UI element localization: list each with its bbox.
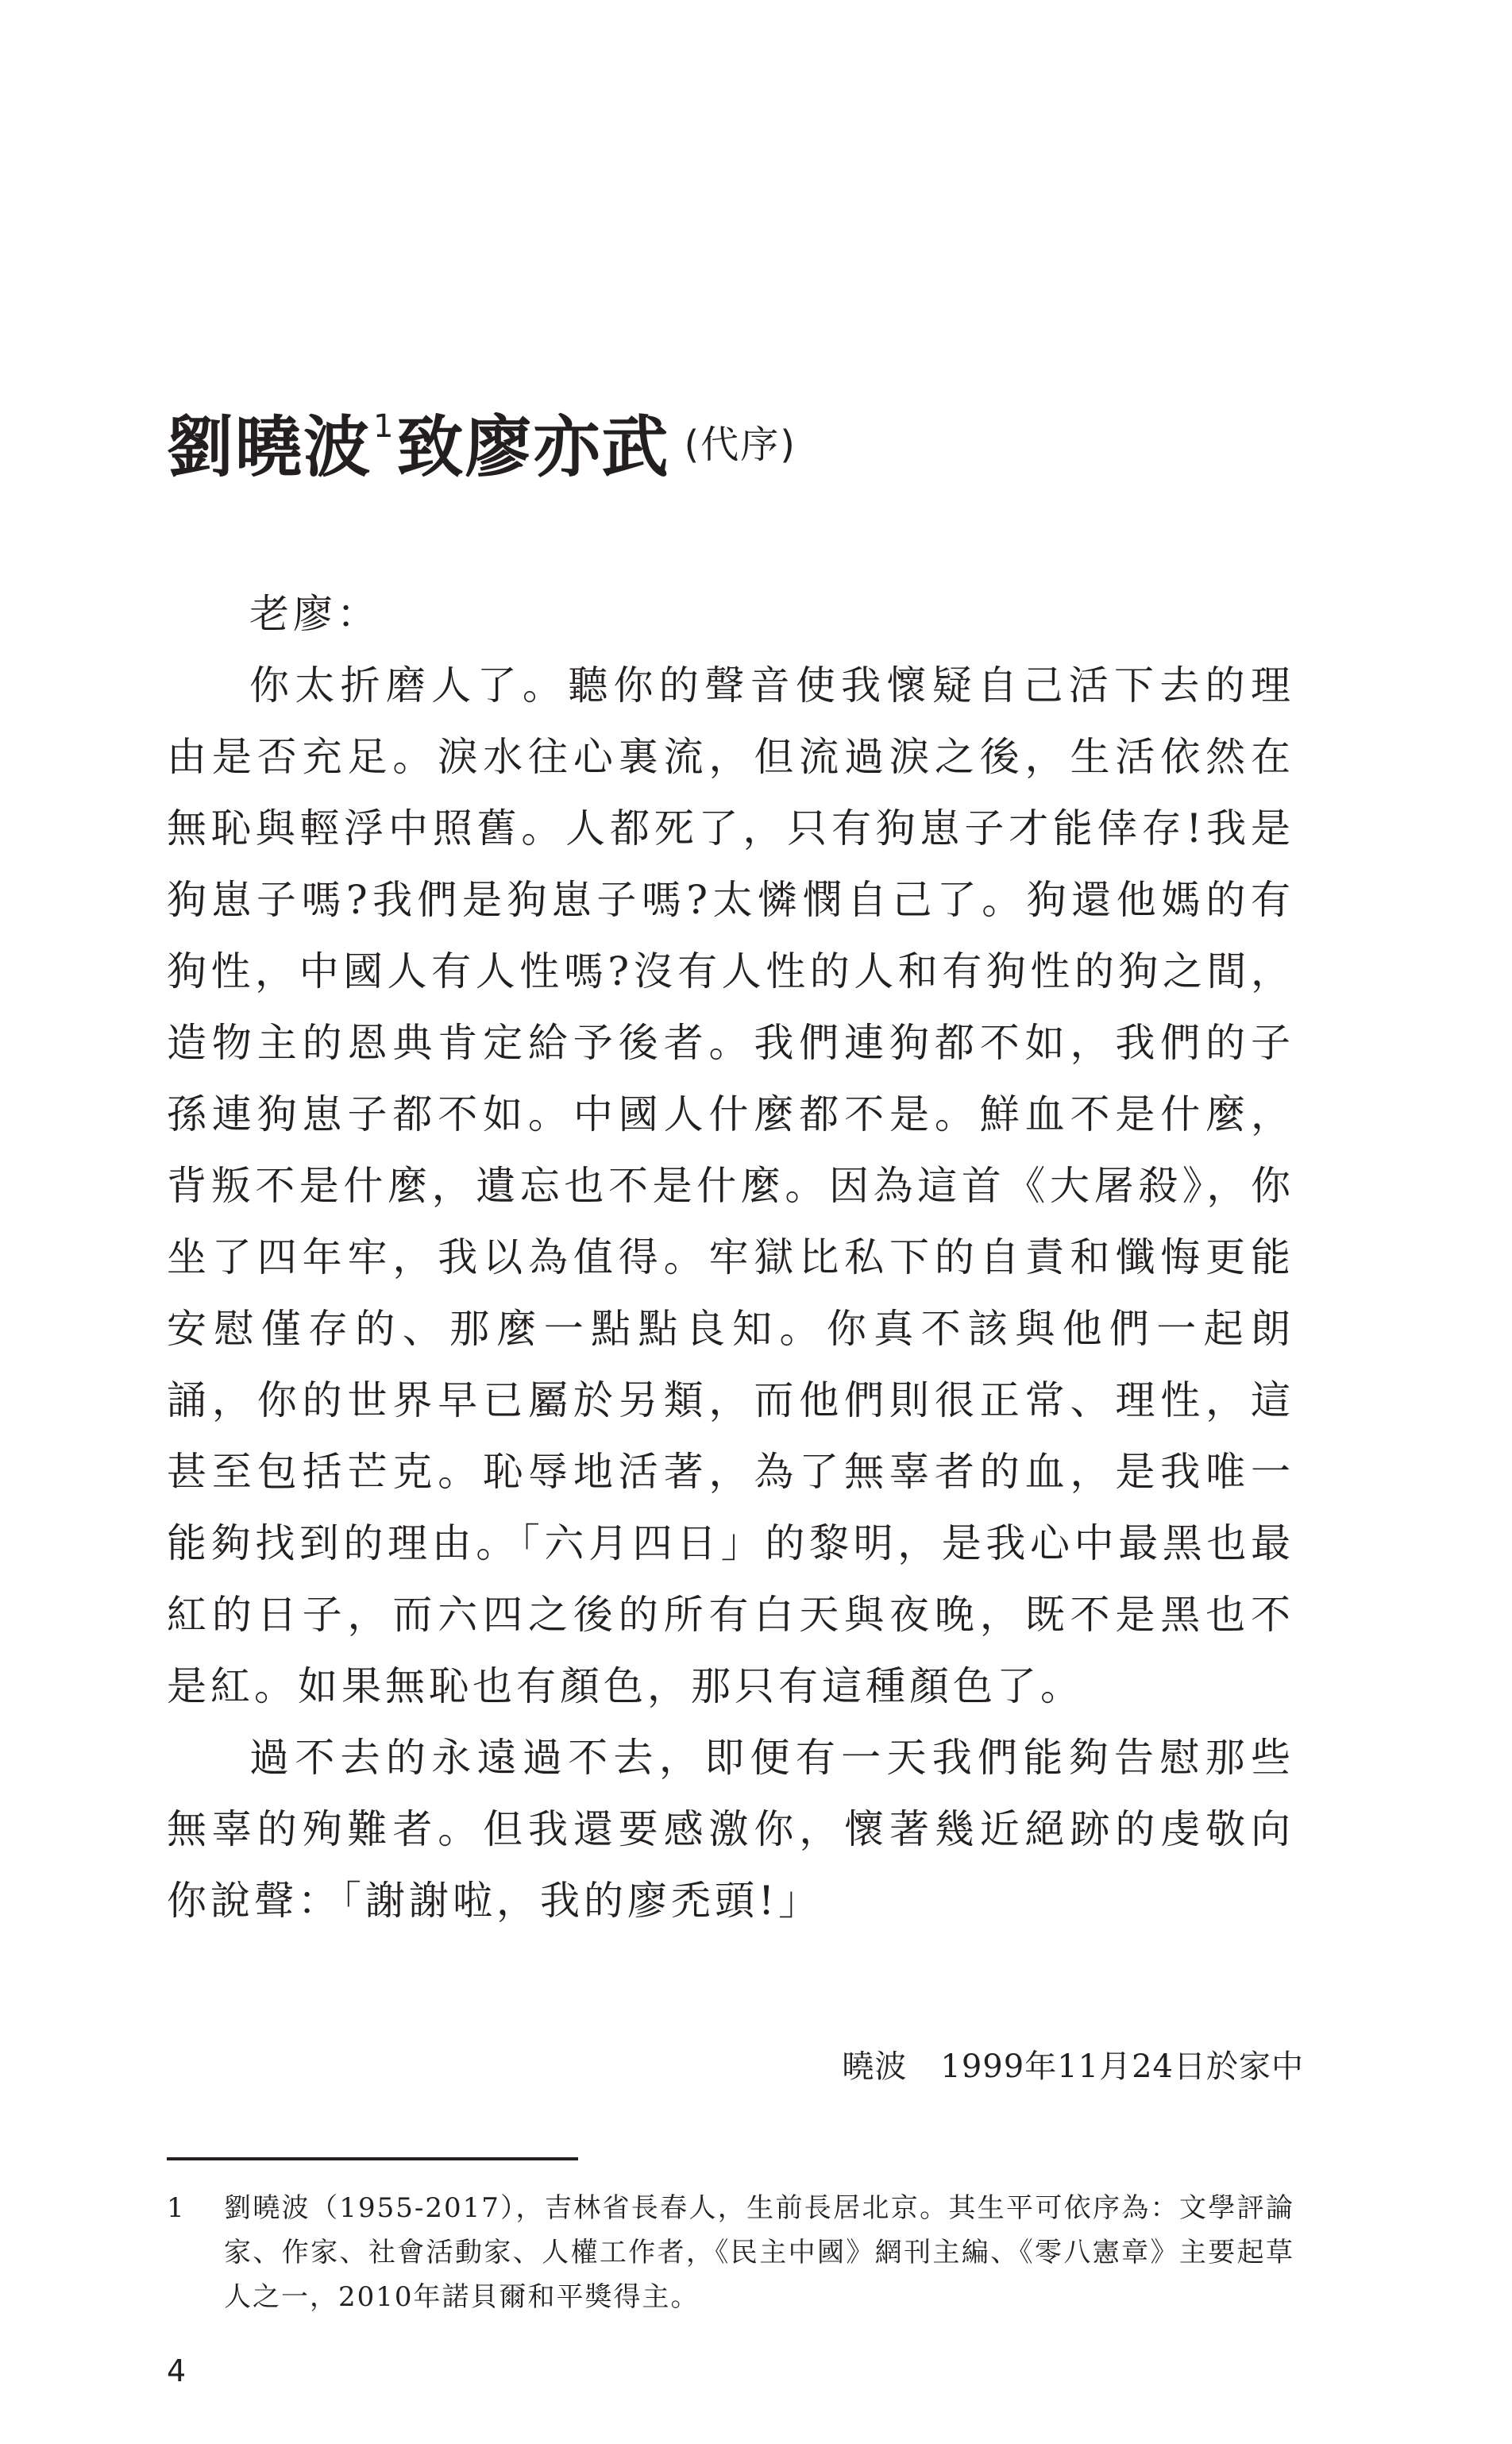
signature-date-place: 1999年11月24日於家中 [940,2048,1304,2085]
title-preface-label: (代序) [684,423,796,467]
chapter-title [167,397,796,495]
footnote-text: 劉曉波（1955-2017），吉林省長春人，生前長居北京。其生平可依序為：文學評論家、作家、社會活動家、人權工作者，《民主中國》網刊主編、《零八憲章》主要起草人之一，2010年諾貝爾和平獎得主。 [224,2192,1294,2313]
footnote-reference[interactable]: 1 [373,408,395,445]
signature-author: 曉波 [842,2048,908,2085]
title-author-name: 劉曉波 [167,408,372,486]
footnote-divider [167,2157,578,2160]
paragraph-2: 過不去的永遠過不去，即便有一天我們能夠告慰那些無辜的殉難者。但我還要感激你，懷著幾近絕跡的虔敬向你說聲：「謝謝啦，我的廖禿頭!」 [167,1735,1294,1924]
salutation: 老廖： [249,591,380,637]
signature-line [842,2043,1304,2091]
footnote-number: 1 [167,2192,186,2224]
paragraph-1: 你太折磨人了。聽你的聲音使我懷疑自己活下去的理由是否充足。淚水往心裏流，但流過淚之後，生活依然在無恥與輕浮中照舊。人都死了，只有狗崽子才能倖存!我是狗崽子嗎?我們是狗崽子嗎?太憐憫自己了。狗還他媽的有狗性，中國人有人性嗎?沒有人性的人和有狗性的狗之間，造物主的恩典肯定給予後者。我們連狗都不如，我們的子孫連狗崽子都不如。中國人什麼都不是。鮮血不是什麼，背叛不是什麼，遺忘也不是什麼。因為這首《大屠殺》，你坐了四年牢，我以為值得。牢獄比私下的自責和懺悔更能安慰僅存的、那麼一點點良知。你真不該與他們一起朗誦，你的世界早已屬於另類，而他們則很正常、理性，這甚至包括芒克。恥辱地活著，為了無辜者的血，是我唯一能夠找到的理由。「六月四日」的黎明，是我心中最黑也最紅的日子，而六四之後的所有白天與夜晚，既不是黑也不是紅。如果無恥也有顏色，那只有這種顏色了。 [167,662,1294,1709]
letter-body [167,578,1294,1936]
footnote [167,2186,1294,2319]
page-number: 4 [167,2353,187,2388]
title-recipient: 致廖亦武 [396,408,670,486]
